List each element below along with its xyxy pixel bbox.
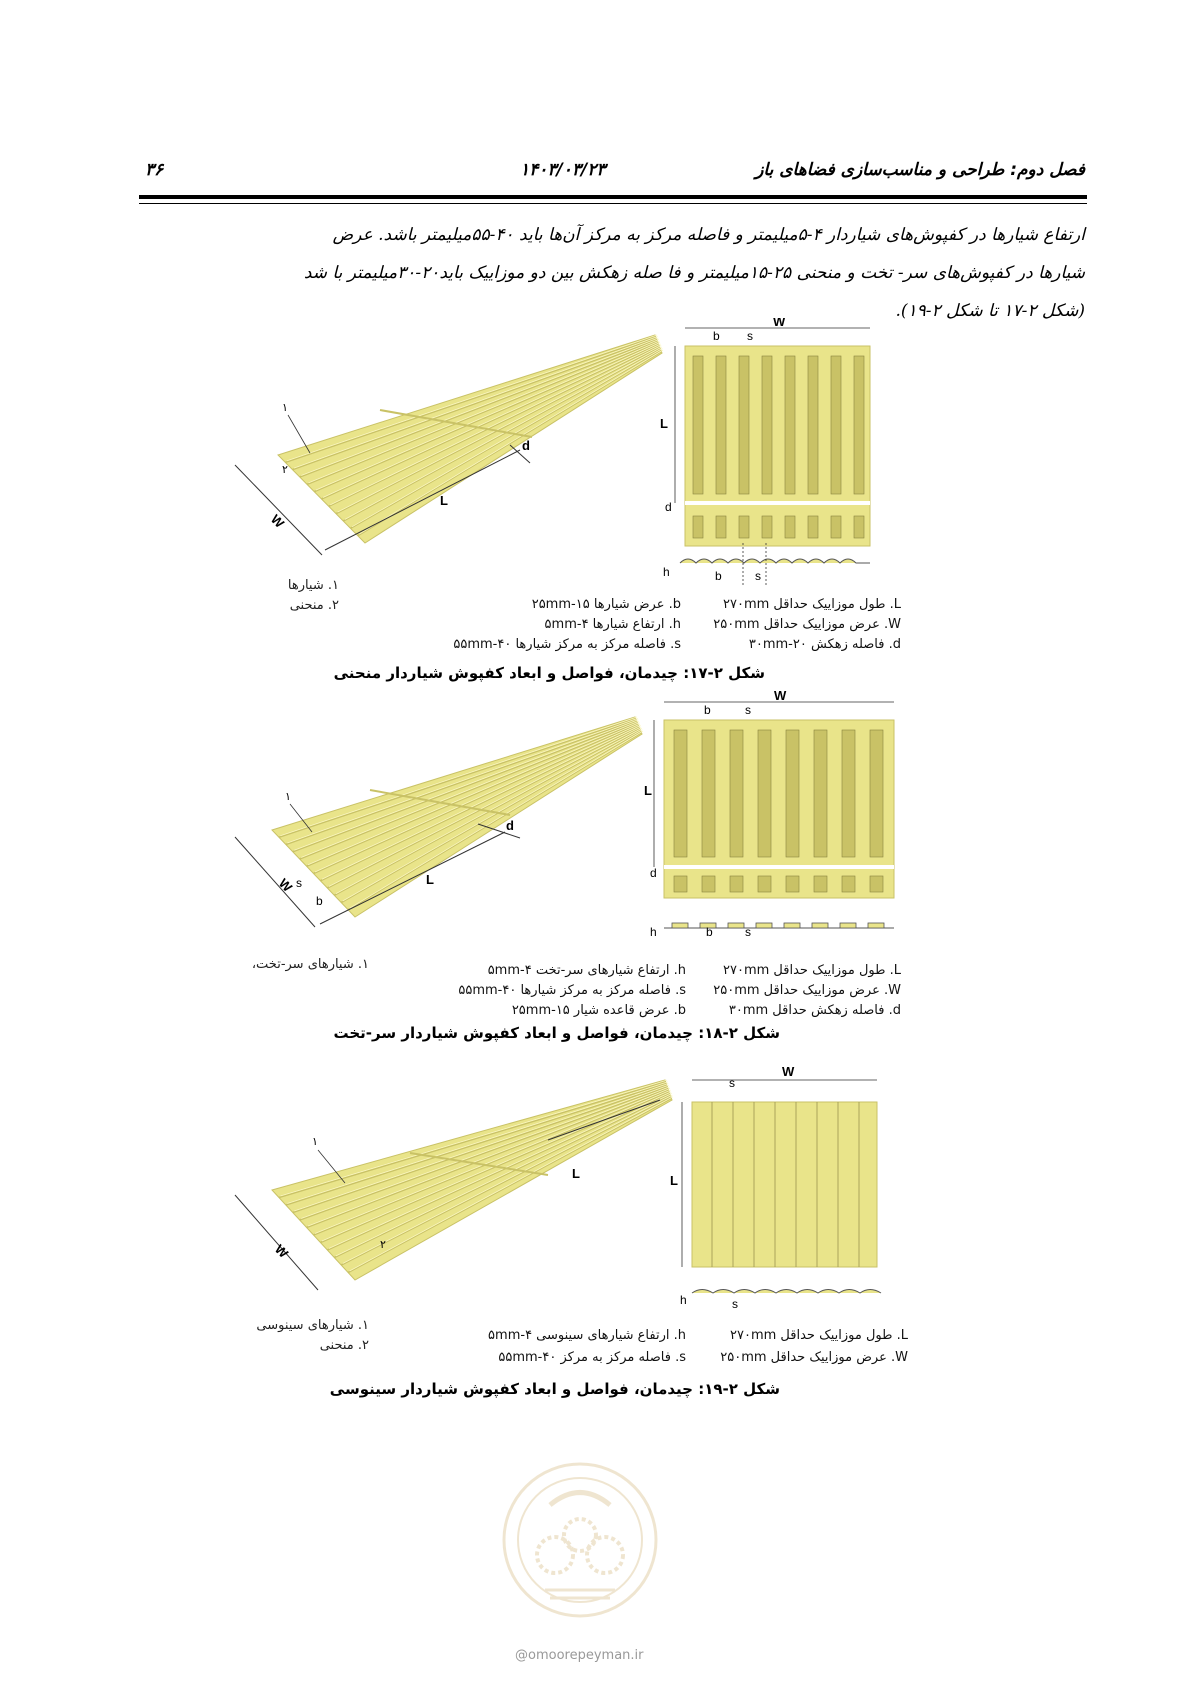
f2-dim-w: W xyxy=(275,875,296,895)
profile-bump xyxy=(868,923,884,928)
f1-plan-w: W xyxy=(773,318,786,329)
f3-plan-s: s xyxy=(729,1076,735,1090)
surface-ridge xyxy=(322,344,659,499)
profile-bump xyxy=(728,923,744,928)
f2-profile-h: h xyxy=(650,925,657,939)
surface-highlight xyxy=(308,1087,669,1226)
f1-legend-left-2: h. ارتفاع شیارها ۴-۵mm xyxy=(544,617,681,632)
groove-slot xyxy=(786,876,799,892)
groove-slot xyxy=(730,876,743,892)
figure3-plan xyxy=(662,1060,892,1315)
profile-bump xyxy=(784,923,800,928)
chapter-title: فصل دوم: طراحی و مناسب‌سازی فضاهای باز xyxy=(755,160,1085,180)
groove-slot xyxy=(693,356,703,494)
figure2-perspective xyxy=(230,712,670,947)
f1-legend-right-2: W. عرض موزاییک حداقل ۲۵۰mm xyxy=(713,617,901,632)
f1-item1: ۱. شیارها xyxy=(287,578,339,593)
surface-highlight xyxy=(315,1089,670,1234)
f2-profile-s: s xyxy=(745,925,751,939)
figure2-plan xyxy=(642,690,902,940)
figure1-caption: شکل ۲-۱۷: چیدمان، فواصل و ابعاد کفپوش شیاردار منحنی xyxy=(333,664,765,682)
f3-dim-l: L xyxy=(572,1166,580,1181)
f3-plan-l: L xyxy=(670,1173,678,1188)
f1-plan-d: d xyxy=(665,500,672,514)
f2-legend-right-3: d. فاصله زهکش حداقل ۳۰mm xyxy=(728,1003,901,1018)
f3-plan-w: W xyxy=(782,1064,795,1079)
surface-ridge xyxy=(307,724,638,866)
f2-plan-d: d xyxy=(650,866,657,880)
f1-profile-b: b xyxy=(715,569,722,583)
figure1-tile-surface xyxy=(278,335,663,543)
f1-legend-left-1: b. عرض شیارها ۱۵-۲۵mm xyxy=(531,597,681,612)
surface-ridge xyxy=(314,343,658,492)
groove-slot xyxy=(831,356,841,494)
f2-legend-right-2: W. عرض موزاییک حداقل ۲۵۰mm xyxy=(713,983,901,998)
surface-highlight xyxy=(316,341,660,490)
f1-item2: ۲. منحنی xyxy=(289,598,339,613)
groove-slot xyxy=(854,356,864,494)
figure3-perspective xyxy=(230,1075,680,1310)
groove-slot xyxy=(739,356,749,494)
groove-slot xyxy=(762,516,772,538)
f2-callout-1: ۱ xyxy=(285,791,291,803)
groove-slot xyxy=(730,730,743,857)
f3-item1: ۱. شیارهای سینوسی xyxy=(256,1318,369,1333)
f2-plan-w: W xyxy=(774,690,787,703)
f3-profile-s: s xyxy=(732,1297,738,1311)
groove-slot xyxy=(842,876,855,892)
f1-dim-w: W xyxy=(267,511,288,531)
groove-slot xyxy=(785,356,795,494)
f2-legend-left-1: h. ارتفاع شیارهای سر-تخت ۴-۵mm xyxy=(487,963,686,978)
f1-legend-right-3: d. فاصله زهکش ۲۰-۳۰mm xyxy=(748,637,901,652)
f3-legend-left-1: h. ارتفاع شیارهای سینوسی ۴-۵mm xyxy=(488,1328,686,1343)
f2-item1: ۱. شیارهای سر-تخت، xyxy=(251,957,369,972)
groove-slot xyxy=(674,730,687,857)
surface-highlight xyxy=(323,343,660,498)
groove-slot xyxy=(786,730,799,857)
groove-slot xyxy=(808,356,818,494)
f3-profile-h: h xyxy=(680,1293,687,1307)
profile-bump xyxy=(756,923,772,928)
figure3-caption: شکل ۲-۱۹: چیدمان، فواصل و ابعاد کفپوش شیاردار سینوسی xyxy=(329,1380,780,1398)
groove-slot xyxy=(870,876,883,892)
f2-plan-b: b xyxy=(704,703,711,717)
surface-ridge xyxy=(314,726,639,874)
f3-callout-1: ۱ xyxy=(312,1136,318,1148)
groove-slot xyxy=(693,516,703,538)
f1-profile-s: s xyxy=(755,569,761,583)
groove-slot xyxy=(674,876,687,892)
figure2-tile-surface xyxy=(272,717,643,917)
groove-slot xyxy=(808,516,818,538)
f1-plan-s: s xyxy=(747,329,753,343)
figure1-plan xyxy=(655,318,885,588)
intro-line-2: شیارها در کفپوش‌های سر- تخت و منحنی ۲۵-۱۵میلیمتر و فا صله زهکش بین دو موزاییک باید۲۰-۳۰میلیمتر با شد xyxy=(303,263,1085,283)
f3-dim-w: W xyxy=(271,1241,292,1261)
groove-slot xyxy=(762,356,772,494)
f1-callout-1: ۱ xyxy=(282,402,288,414)
f2-dim-b: b xyxy=(316,894,323,908)
groove-slot xyxy=(854,516,864,538)
intro-line-1: ارتفاع شیارها در کفپوش‌های شیاردار ۴-۵میلیمتر و فاصله مرکز به مرکز آن‌ها باید ۴۰-۵۵میلیمتر باشد. عرض xyxy=(332,225,1085,245)
f1-plan-b: b xyxy=(713,329,720,343)
header-date: ۱۴۰۳/۰۳/۲۳ xyxy=(520,160,606,180)
f1-dim-d: d xyxy=(522,438,530,453)
f2-dim-d: d xyxy=(506,818,514,833)
f1-profile-h: h xyxy=(663,565,670,579)
groove-slot xyxy=(758,876,771,892)
groove-slot xyxy=(785,516,795,538)
f1-dim-l: L xyxy=(440,493,448,508)
footer-site: @omoorepeyman.ir xyxy=(515,1648,644,1663)
f2-profile-b: b xyxy=(706,925,713,939)
f1-callout-2: ۲ xyxy=(282,464,288,476)
page-number: ۳۶ xyxy=(145,160,164,180)
surface-ridge xyxy=(307,1088,668,1227)
header-rule-thick xyxy=(139,195,1087,199)
groove-slot xyxy=(814,876,827,892)
figure3-tile-surface xyxy=(272,1080,673,1280)
groove-slot xyxy=(702,876,715,892)
profile-bump xyxy=(812,923,828,928)
f1-plan-l: L xyxy=(660,416,668,431)
f3-callout-2: ۲ xyxy=(380,1239,386,1251)
f2-plan-s: s xyxy=(745,703,751,717)
groove-slot xyxy=(758,730,771,857)
figure2-caption: شکل ۲-۱۸: چیدمان، فواصل و ابعاد کفپوش شیاردار سر-تخت xyxy=(333,1024,780,1042)
f3-legend-right-2: W. عرض موزاییک حداقل ۲۵۰mm xyxy=(720,1350,908,1365)
groove-slot xyxy=(842,730,855,857)
f2-legend-left-2: s. فاصله مرکز به مرکز شیارها ۴۰-۵۵mm xyxy=(458,983,686,998)
f1-legend-right-1: L. طول موزاییک حداقل ۲۷۰mm xyxy=(723,597,901,612)
groove-slot xyxy=(831,516,841,538)
surface-ridge xyxy=(314,1090,669,1235)
groove-slot xyxy=(716,516,726,538)
f3-legend-right-1: L. طول موزاییک حداقل ۲۷۰mm xyxy=(730,1328,908,1343)
seal-watermark-logo xyxy=(500,1460,660,1620)
surface-highlight xyxy=(308,723,639,865)
profile-bump xyxy=(840,923,856,928)
profile-bump xyxy=(672,923,688,928)
f2-legend-left-3: b. عرض قاعده شیار ۱۵-۲۵mm xyxy=(511,1003,686,1018)
groove-slot xyxy=(870,730,883,857)
groove-slot xyxy=(702,730,715,857)
f2-dim-s: s xyxy=(296,876,302,890)
f3-item2: ۲. منحنی xyxy=(319,1338,369,1353)
f2-plan-l: L xyxy=(644,783,652,798)
intro-paragraph xyxy=(135,216,1085,330)
groove-slot xyxy=(716,356,726,494)
intro-line-3: (شکل ۲-۱۷ تا شکل ۲-۱۹). xyxy=(895,301,1085,321)
groove-slot xyxy=(814,730,827,857)
groove-slot xyxy=(739,516,749,538)
header-rule-thin xyxy=(139,203,1087,204)
figure1-perspective xyxy=(230,325,670,570)
f2-legend-right-1: L. طول موزاییک حداقل ۲۷۰mm xyxy=(723,963,901,978)
f1-legend-left-3: s. فاصله مرکز به مرکز شیارها ۴۰-۵۵mm xyxy=(453,637,681,652)
f2-dim-l: L xyxy=(426,872,434,887)
surface-highlight xyxy=(315,724,640,872)
f3-legend-left-2: s. فاصله مرکز به مرکز ۴۰-۵۵mm xyxy=(498,1350,686,1365)
